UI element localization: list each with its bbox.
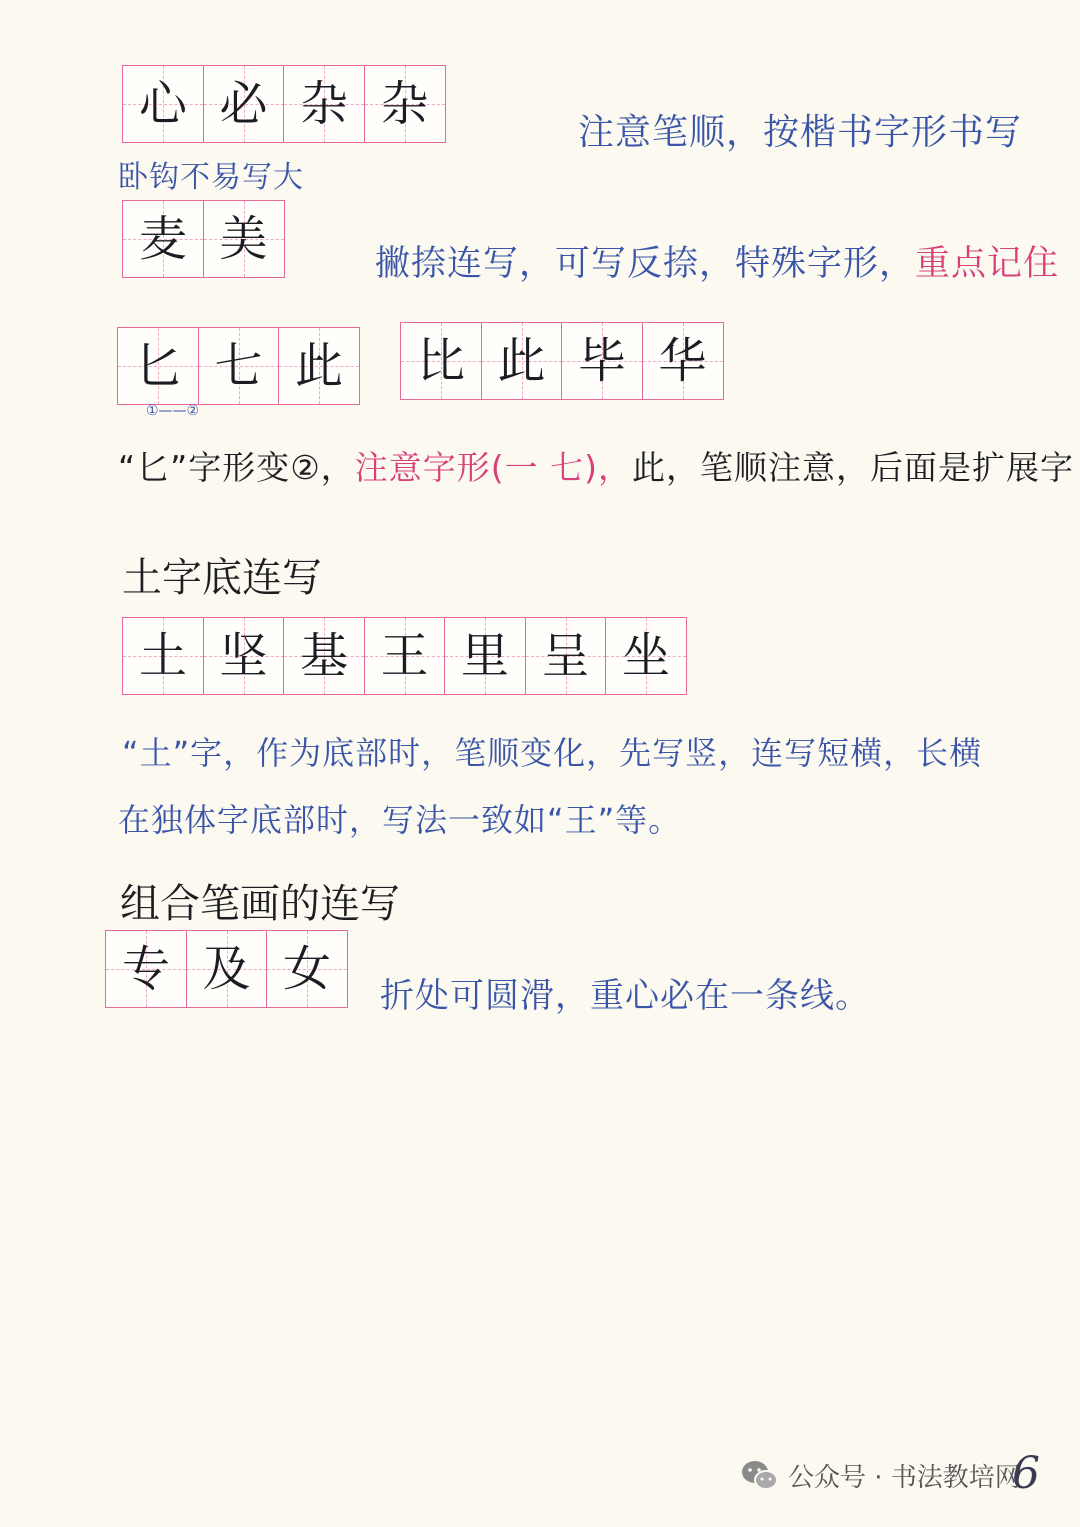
grid-cell xyxy=(186,930,268,1008)
practice-char: 专 xyxy=(121,941,170,997)
practice-char: 比 xyxy=(416,333,465,389)
char-grid-section2 xyxy=(122,617,686,695)
practice-char: 心 xyxy=(138,76,187,132)
grid-cell xyxy=(525,617,607,695)
grid-cell xyxy=(283,65,365,143)
row2-note-blue: 撇捺连写，可写反捺，特殊字形， xyxy=(375,244,916,284)
section2-heading: 土字底连写 xyxy=(122,555,322,601)
grid-cell xyxy=(444,617,526,695)
row3-note-pink: 注意字形(一 七)， xyxy=(354,448,633,487)
grid-cell xyxy=(642,322,724,400)
char-grid-row3b xyxy=(400,322,722,400)
practice-char: 华 xyxy=(658,333,707,389)
grid-cell xyxy=(283,617,365,695)
practice-char: 麦 xyxy=(138,211,187,267)
char-grid-row3a xyxy=(117,327,359,405)
practice-char: 必 xyxy=(219,76,268,132)
grid-cell xyxy=(198,327,280,405)
practice-char: 此 xyxy=(294,338,343,394)
grid-cell xyxy=(203,617,285,695)
practice-char: 坚 xyxy=(219,628,268,684)
grid-cell xyxy=(203,65,285,143)
row1-subnote: 卧钩不易写大 xyxy=(118,160,304,195)
grid-cell xyxy=(122,200,204,278)
grid-cell xyxy=(481,322,563,400)
grid-cell xyxy=(278,327,360,405)
row2-note-pink: 重点记住 xyxy=(915,244,1060,284)
practice-char: 杂 xyxy=(299,76,348,132)
grid-cell xyxy=(266,930,348,1008)
grid-cell xyxy=(605,617,687,695)
row1-note: 注意笔顺，按楷书字形书写 xyxy=(578,112,1023,153)
practice-char: 王 xyxy=(380,628,429,684)
grid-cell xyxy=(203,200,285,278)
practice-char: 基 xyxy=(299,628,348,684)
practice-char: 里 xyxy=(460,628,509,684)
row3-note-black: “匕”字形变②， xyxy=(118,448,355,487)
wechat-icon xyxy=(740,1459,780,1493)
row2-note xyxy=(375,236,1059,286)
grid-cell xyxy=(122,617,204,695)
stroke-order-marks: ①——② xyxy=(146,403,200,419)
grid-cell xyxy=(400,322,482,400)
practice-char: 土 xyxy=(138,628,187,684)
section3-heading: 组合笔画的连写 xyxy=(120,881,400,927)
grid-cell xyxy=(561,322,643,400)
practice-char: 此 xyxy=(497,333,546,389)
row3-note xyxy=(118,442,1074,489)
practice-char: 坐 xyxy=(621,628,670,684)
practice-char: 女 xyxy=(282,941,331,997)
grid-cell xyxy=(122,65,204,143)
practice-char: 美 xyxy=(219,211,268,267)
char-grid-row2 xyxy=(122,200,283,278)
section2-note-line1: “土”字，作为底部时，笔顺变化，先写竖，连写短横，长横 xyxy=(122,734,983,772)
row3-note-blue: 此，笔顺注意，后面是扩展字 xyxy=(632,448,1075,487)
practice-char: 及 xyxy=(202,941,251,997)
practice-char: 匕 xyxy=(133,338,182,394)
practice-char: 杂 xyxy=(380,76,429,132)
practice-char: 毕 xyxy=(577,333,626,389)
practice-char: 呈 xyxy=(541,628,590,684)
grid-cell xyxy=(364,65,446,143)
watermark xyxy=(740,1457,1021,1494)
section3-note: 折处可圆滑，重心必在一条线。 xyxy=(380,976,870,1016)
char-grid-section3 xyxy=(105,930,347,1008)
section2-note-line2: 在独体字底部时，写法一致如“王”等。 xyxy=(118,801,682,839)
char-grid-row1 xyxy=(122,65,444,143)
grid-cell xyxy=(105,930,187,1008)
grid-cell xyxy=(364,617,446,695)
watermark-text: 公众号 · 书法教培网 xyxy=(788,1463,1021,1493)
grid-cell xyxy=(117,327,199,405)
page-number: 6 xyxy=(1012,1448,1040,1499)
practice-char: 七 xyxy=(214,338,263,394)
